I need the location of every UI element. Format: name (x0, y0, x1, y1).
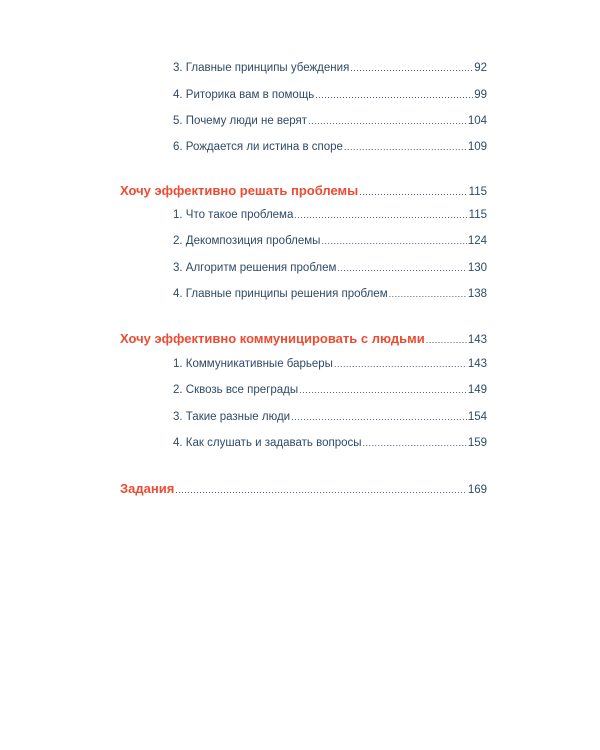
toc-page-number: 104 (467, 115, 487, 127)
toc-dot-leader (350, 63, 473, 73)
toc-dot-leader (308, 116, 467, 126)
toc-page-number: 115 (468, 209, 487, 221)
toc-dot-leader (426, 335, 467, 345)
toc-entry-title: 3. Главные принципы убеждения (173, 62, 350, 74)
toc-dot-leader (291, 412, 467, 422)
toc-entry[interactable] (173, 115, 487, 127)
toc-dot-leader (363, 438, 467, 448)
toc-section-entry[interactable] (120, 481, 487, 496)
toc-page-number: 92 (474, 62, 487, 74)
toc-page-number: 124 (467, 235, 487, 247)
toc-entry[interactable] (173, 89, 487, 101)
toc-entry-title: 1. Что такое проблема (173, 209, 294, 221)
toc-page-number: 143 (467, 358, 487, 370)
toc-dot-leader (337, 263, 466, 273)
toc-entry[interactable] (173, 235, 487, 247)
toc-entry[interactable] (173, 141, 487, 153)
toc-page-number: 109 (467, 141, 487, 153)
toc-entry[interactable] (173, 288, 487, 300)
toc-dot-leader (315, 90, 473, 100)
toc-dot-leader (175, 485, 467, 495)
toc-entry[interactable] (173, 437, 487, 449)
toc-entry-title: 5. Почему люди не верят (173, 115, 308, 127)
toc-page-number: 130 (467, 262, 487, 274)
toc-section-title: Хочу эффективно коммуницировать с людьми (120, 331, 425, 346)
toc-entry-title: 4. Риторика вам в помощь (173, 89, 315, 101)
toc-entry-title: 2. Сквозь все преграды (173, 384, 299, 396)
toc-page-number: 115 (468, 186, 487, 198)
toc-page-number: 159 (467, 437, 487, 449)
toc-section-entry[interactable] (120, 183, 487, 198)
toc-page-number: 169 (467, 484, 487, 496)
toc-entry-title: 4. Главные принципы решения проблем (173, 288, 388, 300)
toc-entry-title: 3. Алгоритм решения проблем (173, 262, 337, 274)
toc-page-number: 143 (467, 334, 487, 346)
toc-dot-leader (389, 289, 467, 299)
toc-entry[interactable] (173, 209, 487, 221)
toc-dot-leader (294, 210, 467, 220)
toc-entry-title: 3. Такие разные люди (173, 411, 291, 423)
toc-entry-title: 2. Декомпозиция проблемы (173, 235, 321, 247)
toc-entry-title: 4. Как слушать и задавать вопросы (173, 437, 362, 449)
toc-entry[interactable] (173, 411, 487, 423)
toc-section-title: Задания (120, 481, 175, 496)
toc-entry[interactable] (173, 62, 487, 74)
toc-dot-leader (321, 236, 466, 246)
toc-dot-leader (299, 385, 467, 395)
toc-entry[interactable] (173, 262, 487, 274)
toc-dot-leader (334, 359, 467, 369)
toc-section-entry[interactable] (120, 331, 487, 346)
toc-dot-leader (359, 187, 467, 197)
toc-section-title: Хочу эффективно решать проблемы (120, 183, 359, 198)
toc-page-number: 138 (467, 288, 487, 300)
toc-entry-title: 6. Рождается ли истина в споре (173, 141, 343, 153)
toc-entry[interactable] (173, 358, 487, 370)
toc-dot-leader (344, 142, 467, 152)
toc-page-number: 149 (467, 384, 487, 396)
toc-page-number: 154 (467, 411, 487, 423)
toc-entry[interactable] (173, 384, 487, 396)
toc-page-number: 99 (474, 89, 487, 101)
toc-entry-title: 1. Коммуникативные барьеры (173, 358, 333, 370)
